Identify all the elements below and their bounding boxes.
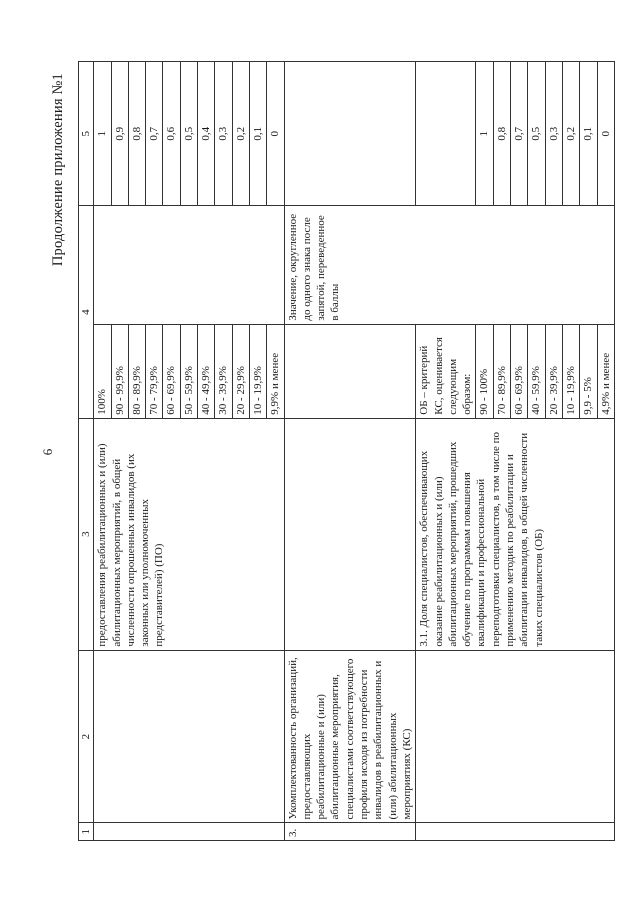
score-cell: 0,5 bbox=[180, 61, 197, 205]
criteria-table bbox=[78, 61, 615, 841]
row-3-indicator-empty bbox=[284, 418, 416, 650]
range-cell: 30 - 39,9% bbox=[215, 324, 232, 418]
ob-method-text: ОБ – критерий КС, оценивается следующим образом: bbox=[416, 324, 476, 418]
range-cell: 60 - 69,9% bbox=[511, 324, 528, 418]
score-cell: 0,1 bbox=[580, 61, 597, 205]
page-number: 6 bbox=[40, 448, 55, 456]
note-cell-po bbox=[94, 205, 284, 323]
range-cell: 50 - 59,9% bbox=[180, 324, 197, 418]
range-cell: 20 - 39,9% bbox=[545, 324, 562, 418]
score-cell: 0,4 bbox=[198, 61, 215, 205]
header-col-3: 3 bbox=[79, 418, 94, 650]
row-3-number: 3. bbox=[284, 823, 416, 841]
score-cell: 0,8 bbox=[493, 61, 510, 205]
range-cell: 10 - 19,9% bbox=[562, 324, 579, 418]
cell-num-po bbox=[94, 823, 284, 841]
score-cell: 0,5 bbox=[528, 61, 545, 205]
range-cell: 100% bbox=[94, 324, 111, 418]
score-cell: 1 bbox=[94, 61, 111, 205]
score-cell: 0 bbox=[597, 61, 614, 205]
range-cell: 70 - 89,9% bbox=[493, 324, 510, 418]
header-col-2: 2 bbox=[79, 650, 94, 823]
score-cell: 0 bbox=[267, 61, 284, 205]
row-3-criterion: Укомплектованность организаций, предоставляющих реабилитационные и (или) абилитационные мероприятия, специалистами соответствующего профиля исходя из потребности инвалидов в реабилитационных и (или) абилитационных мероприятиях (КС) bbox=[284, 650, 416, 823]
range-cell: 40 - 59,9% bbox=[528, 324, 545, 418]
table-row bbox=[94, 61, 111, 840]
row-3-score-empty bbox=[284, 61, 416, 205]
range-cell: 9,9 - 5% bbox=[580, 324, 597, 418]
range-cell: 90 - 99,9% bbox=[111, 324, 128, 418]
header-col-4: 4 bbox=[79, 205, 94, 417]
score-cell: 1 bbox=[476, 61, 493, 205]
cell-criterion-31 bbox=[416, 650, 615, 823]
indicator-po: предоставления реабилитационных и (или) абилитационных мероприятий, в общей численности опрошенных инвалидов (их законных или уполномоченных представителей) (ПО) bbox=[94, 418, 284, 650]
header-col-1: 1 bbox=[79, 823, 94, 841]
score-conversion-note: Значение, округленное до одного знака после запятой, переведенное в баллы bbox=[284, 205, 614, 323]
header-col-5: 5 bbox=[79, 61, 94, 205]
score-cell: 0,2 bbox=[562, 61, 579, 205]
range-cell: 80 - 89,9% bbox=[128, 324, 145, 418]
score-cell: 0,9 bbox=[111, 61, 128, 205]
range-cell: 4,9% и менее bbox=[597, 324, 614, 418]
cell-criterion-po bbox=[94, 650, 284, 823]
rotated-page-content bbox=[50, 53, 612, 853]
score-cell: 0,6 bbox=[163, 61, 180, 205]
range-cell: 70 - 79,9% bbox=[146, 324, 163, 418]
row-3-range-empty bbox=[284, 324, 416, 418]
range-cell: 40 - 49,9% bbox=[198, 324, 215, 418]
annex-title: Продолжение приложения №1 bbox=[50, 72, 66, 266]
score-cell: 0,7 bbox=[146, 61, 163, 205]
indicator-3-1: 3.1. Доля специалистов, обеспечивающих оказание реабилитационных и (или) абилитационных мероприятий, прошедших обучение по программам повышения квалификации и профессиональной переподготовки специалистов, в том числе по применению методик по реабилитации и абилитации инвалидов, в общей численности таких специалистов (ОБ) bbox=[416, 418, 615, 650]
score-cell: 0,3 bbox=[545, 61, 562, 205]
range-cell: 60 - 69,9% bbox=[163, 324, 180, 418]
score-cell: 0,2 bbox=[232, 61, 249, 205]
score-cell: 0,7 bbox=[511, 61, 528, 205]
ob-score-empty bbox=[416, 61, 476, 205]
header-row bbox=[79, 61, 94, 840]
range-cell: 9,9% и менее bbox=[267, 324, 284, 418]
range-cell: 20 - 29,9% bbox=[232, 324, 249, 418]
score-cell: 0,3 bbox=[215, 61, 232, 205]
table-row bbox=[284, 61, 416, 840]
table-row bbox=[416, 61, 476, 840]
range-cell: 90 - 100% bbox=[476, 324, 493, 418]
score-cell: 0,8 bbox=[128, 61, 145, 205]
score-cell: 0,1 bbox=[249, 61, 266, 205]
cell-num-31 bbox=[416, 823, 615, 841]
range-cell: 10 - 19,9% bbox=[249, 324, 266, 418]
